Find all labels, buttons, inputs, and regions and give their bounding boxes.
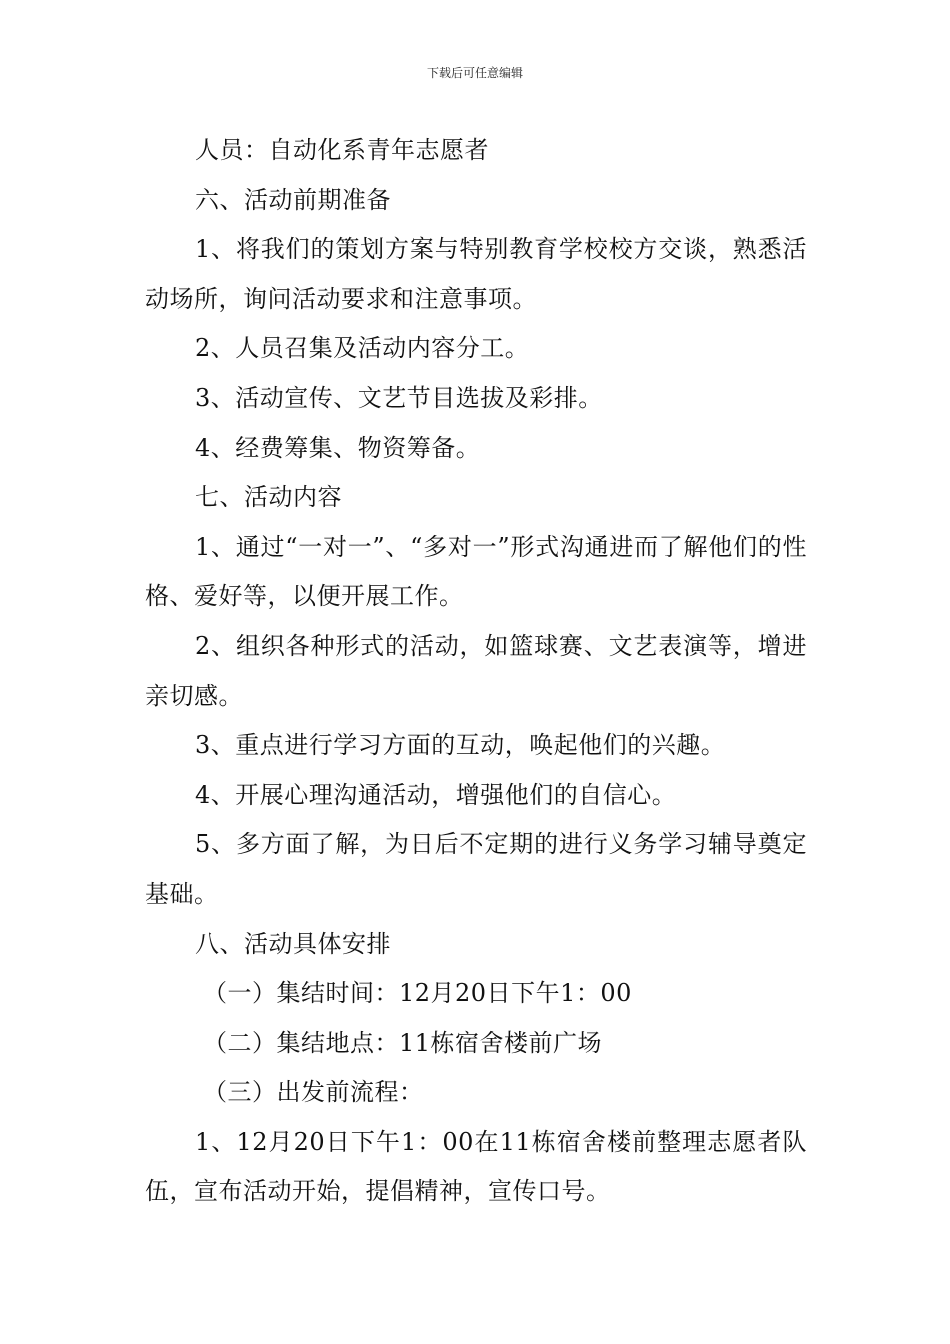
assembly-time: （一）集结时间：12月20日下午1：00 (203, 979, 632, 1008)
prep-item-4: 4、经费筹集、物资筹备。 (195, 433, 481, 462)
departure-process-heading: （三）出发前流程： (203, 1078, 424, 1107)
content-item-2: 2、组织各种形式的活动，如篮球赛、文艺表演等，增进亲切感。 (145, 631, 807, 710)
prep-item-1: 1、将我们的策划方案与特别教育学校校方交谈，熟悉活动场所，询问活动要求和注意事项。 (145, 235, 807, 313)
personnel-line: 人员：自动化系青年志愿者 (195, 136, 489, 164)
content-item-5: 5、多方面了解，为日后不定期的进行义务学习辅导奠定基础。 (145, 830, 807, 908)
section-heading-schedule: 八、活动具体安排 (195, 929, 391, 958)
section-heading-content: 七、活动内容 (195, 483, 342, 512)
content-item-4: 4、开展心理沟通活动，增强他们的自信心。 (195, 780, 677, 809)
document-body (145, 126, 807, 1217)
prep-item-2: 2、人员召集及活动内容分工。 (195, 334, 530, 363)
assembly-location: （二）集结地点：11栋宿舍楼前广场 (203, 1028, 603, 1057)
content-item-3: 3、重点进行学习方面的互动，唤起他们的兴趣。 (195, 731, 726, 760)
section-heading-preparation: 六、活动前期准备 (195, 185, 391, 214)
departure-step-1: 1、12月20日下午1：00在11栋宿舍楼前整理志愿者队伍，宣布活动开始，提倡精神，宣传口号。 (145, 1127, 807, 1206)
page-header-note: 下载后可任意编辑 (426, 66, 523, 80)
prep-item-3: 3、活动宣传、文艺节目选拔及彩排。 (195, 383, 603, 412)
content-item-1: 1、通过“一对一”、“多对一”形式沟通进而了解他们的性格、爱好等，以便开展工作。 (145, 532, 807, 611)
